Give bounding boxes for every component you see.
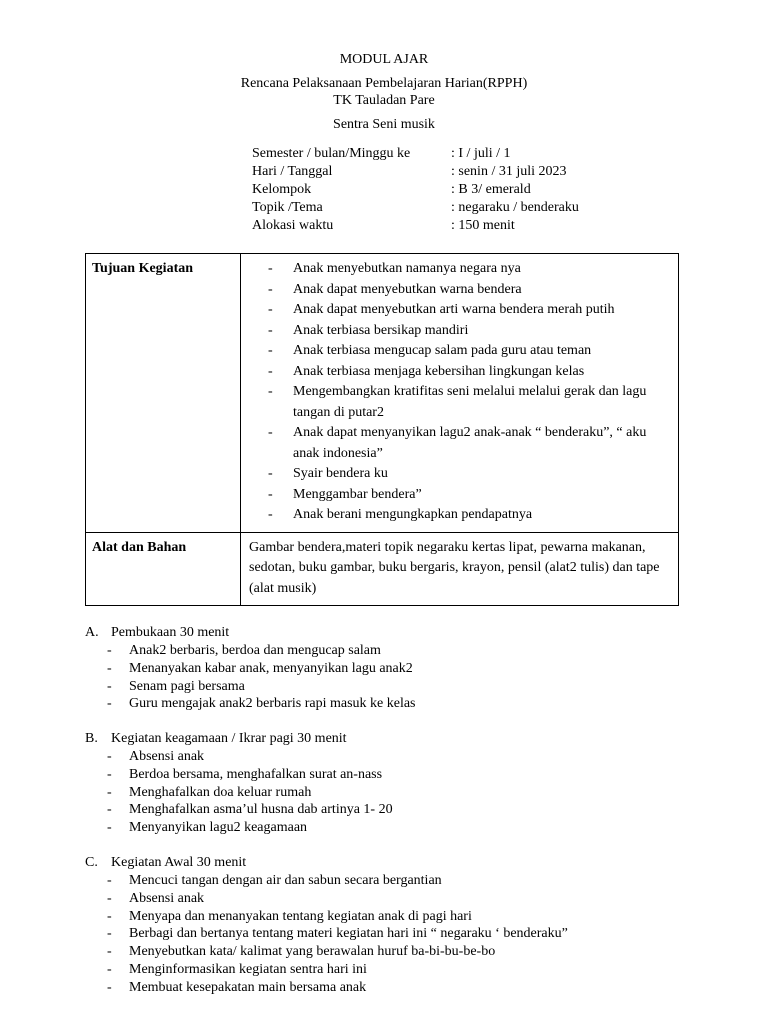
alat-cell bbox=[241, 532, 679, 606]
info-row bbox=[252, 145, 579, 163]
section-c bbox=[85, 854, 568, 997]
list-item: - Menggambar bendera” bbox=[249, 485, 672, 506]
list-item: - Membuat kesepakatan main bersama anak bbox=[85, 979, 568, 997]
section-title: Kegiatan keagamaan / Ikrar pagi 30 menit bbox=[111, 731, 347, 746]
section-b bbox=[85, 730, 393, 837]
info-value: : senin / 31 juli 2023 bbox=[451, 164, 567, 179]
info-row bbox=[252, 163, 579, 181]
list-item: - Menghafalkan doa keluar rumah bbox=[85, 784, 393, 802]
info-label: Kelompok bbox=[252, 182, 312, 197]
section-heading bbox=[85, 624, 416, 642]
info-label: Semester / bulan/Minggu ke bbox=[252, 146, 411, 161]
info-row bbox=[252, 181, 579, 199]
info-value: : I / juli / 1 bbox=[451, 146, 511, 161]
section-heading bbox=[85, 730, 393, 748]
document-subtitle: Rencana Pelaksanaan Pembelajaran Harian(RPPH) bbox=[240, 76, 528, 91]
list-item: - Senam pagi bersama bbox=[85, 678, 416, 696]
list-item: - Anak menyebutkan namanya negara nya bbox=[249, 259, 672, 280]
section-list bbox=[85, 642, 416, 713]
list-item: - Menyanyikan lagu2 keagamaan bbox=[85, 819, 393, 837]
list-item: - Menyebutkan kata/ kalimat yang berawalan huruf ba-bi-bu-be-bo bbox=[85, 943, 568, 961]
list-item: - Anak terbiasa bersikap mandiri bbox=[249, 321, 672, 342]
list-item: - Anak dapat menyebutkan arti warna bendera merah putih bbox=[249, 300, 672, 321]
section-list bbox=[85, 748, 393, 837]
school-name: TK Tauladan Pare bbox=[333, 93, 435, 108]
info-label: Hari / Tanggal bbox=[252, 164, 333, 179]
list-item: - Berbagi dan bertanya tentang materi kegiatan hari ini “ negaraku ‘ benderaku” bbox=[85, 925, 568, 943]
list-item: - Mengembangkan kratifitas seni melalui melalui gerak dan lagu tangan di putar2 bbox=[249, 382, 672, 423]
list-item: - Absensi anak bbox=[85, 890, 568, 908]
info-label: Alokasi waktu bbox=[252, 218, 334, 233]
list-item: - Menyapa dan menanyakan tentang kegiatan anak di pagi hari bbox=[85, 908, 568, 926]
list-item: - Anak dapat menyanyikan lagu2 anak-anak “ benderaku”, “ aku anak indonesia” bbox=[249, 423, 672, 464]
info-label: Topik /Tema bbox=[252, 200, 323, 215]
list-item: - Syair bendera ku bbox=[249, 464, 672, 485]
document-title: MODUL AJAR bbox=[339, 52, 429, 67]
list-item: - Absensi anak bbox=[85, 748, 393, 766]
section-letter: B. bbox=[85, 731, 98, 746]
list-item: - Guru mengajak anak2 berbaris rapi masuk ke kelas bbox=[85, 695, 416, 713]
list-item: - Menghafalkan asma’ul husna dab artinya 1- 20 bbox=[85, 801, 393, 819]
list-item: - Berdoa bersama, menghafalkan surat an-nass bbox=[85, 766, 393, 784]
table-row bbox=[86, 532, 679, 606]
section-title: Pembukaan 30 menit bbox=[111, 625, 230, 640]
info-value: : B 3/ emerald bbox=[451, 182, 531, 197]
list-item: - Menanyakan kabar anak, menyanyikan lagu anak2 bbox=[85, 660, 416, 678]
info-row bbox=[252, 199, 579, 217]
alat-text: Gambar bendera,materi topik negaraku kertas lipat, pewarna makanan, sedotan, buku gambar, buku bergaris, krayon, pensil (alat2 tulis) dan tape (alat musik) bbox=[249, 539, 660, 596]
list-item: - Anak dapat menyebutkan warna bendera bbox=[249, 280, 672, 301]
section-title: Kegiatan Awal 30 menit bbox=[111, 855, 247, 870]
info-value: : negaraku / benderaku bbox=[451, 200, 579, 215]
list-item: - Menginformasikan kegiatan sentra hari ini bbox=[85, 961, 568, 979]
section-letter: A. bbox=[85, 625, 99, 640]
table-row bbox=[86, 254, 679, 533]
alat-label: Alat dan Bahan bbox=[86, 532, 241, 606]
list-item: - Anak terbiasa mengucap salam pada guru atau teman bbox=[249, 341, 672, 362]
section-a bbox=[85, 624, 416, 713]
tujuan-label: Tujuan Kegiatan bbox=[86, 254, 241, 533]
tujuan-cell bbox=[241, 254, 679, 533]
section-letter: C. bbox=[85, 855, 98, 870]
tujuan-list bbox=[249, 259, 672, 526]
list-item: - Anak2 berbaris, berdoa dan mengucap salam bbox=[85, 642, 416, 660]
info-row bbox=[252, 217, 579, 235]
list-item: - Anak terbiasa menjaga kebersihan lingkungan kelas bbox=[249, 362, 672, 383]
list-item: - Mencuci tangan dengan air dan sabun secara bergantian bbox=[85, 872, 568, 890]
sentra-name: Sentra Seni musik bbox=[333, 117, 435, 132]
objectives-table bbox=[85, 253, 679, 606]
info-value: : 150 menit bbox=[451, 218, 515, 233]
info-block bbox=[252, 145, 579, 235]
section-heading bbox=[85, 854, 568, 872]
section-list bbox=[85, 872, 568, 997]
list-item: - Anak berani mengungkapkan pendapatnya bbox=[249, 505, 672, 526]
